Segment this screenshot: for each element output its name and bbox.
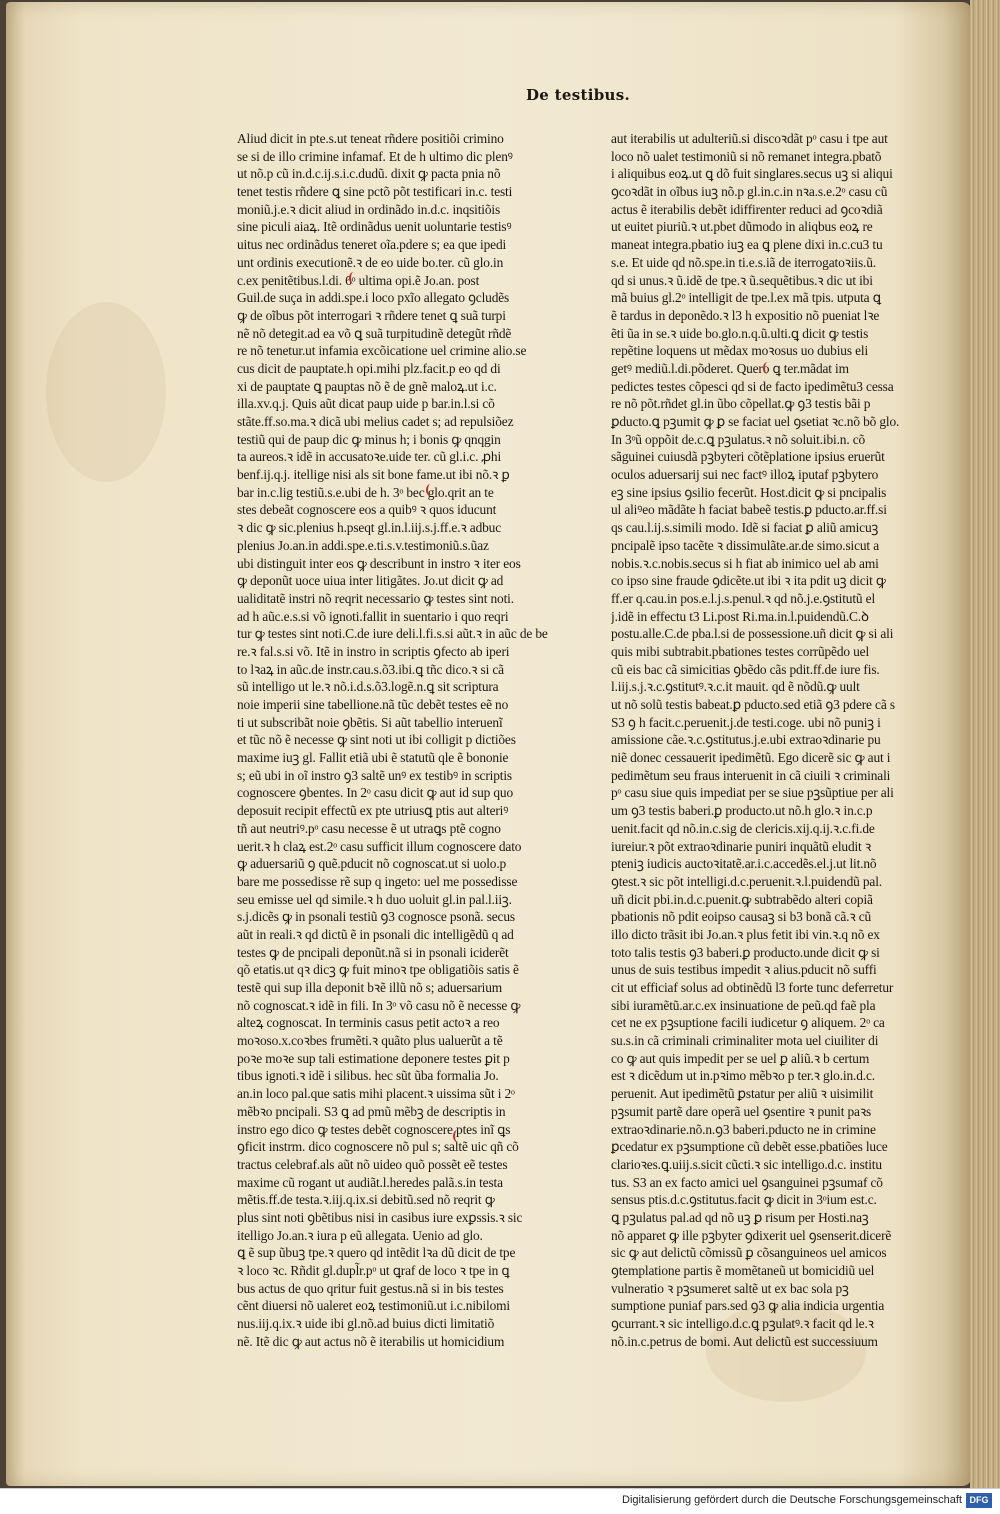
- text-line: ꝙ de oĩbus põt interrogari ꝛ rñdere tenet ꝗ suã turpi: [237, 307, 506, 323]
- text-line: ut nõ.p cũ in.d.c.ij.s.i.c.dudũ. dixit ꝙ pacta pnia nõ: [237, 166, 501, 182]
- text-line: S3 ꝯ h facit.c.peruenit.j.de testi.coge. ubi nõ puniꝫ i: [611, 714, 881, 730]
- text-line: sumptione puniaf pars.sed ꝯ3 ꝙ alia indicia urgentia: [611, 1298, 885, 1314]
- text-line: ul aliꝰeo mãdãte h faciat babeẽ testis.ꝑ pducto.ar.ff.si: [611, 502, 887, 518]
- text-line: maneat integra.pbatio iuꝫ ea ꝗ plene dixi in.c.cu3 tu: [611, 237, 883, 253]
- text-line: ꝛ loco ꝛc. Rñdit gl.dupl̃r.pᵒ ut ꝗraf de loco ꝛ tpe in ꝗ: [237, 1263, 510, 1278]
- text-line: to lꝛaꝝ in aũc.de instr.cau.s.õ3.ibi.ꝗ tñc dico.ꝛ si cã: [237, 661, 504, 677]
- text-line: loco nõ ualet testimoniũ si nõ remanet integra.pbatõ: [611, 148, 882, 164]
- text-line: repẽtine loquens ut mẽdax moꝛosus uo dubius eli: [611, 343, 869, 359]
- text-line: itelligo Jo.an.ꝛ iura p eũ allegata. Uenio ad glo.: [237, 1227, 483, 1243]
- text-line: uitus nec ordinãdus teneret oĩa.pdere s; ea que ipedi: [237, 237, 507, 253]
- text-line: nus.iij.q.ix.ꝛ uide ibi gl.nõ.ad buius dicti limitatiõ: [237, 1316, 495, 1332]
- text-line: cognoscere ꝯbentes. In 2ᵒ casu dicit ꝙ aut id sup quo: [237, 785, 513, 801]
- text-line: cus dicit de pauptate.h opi.mihi plz.facit.p eo qd di: [237, 360, 501, 376]
- text-line: tur ꝙ testes sint noti.C.de iure deli.l.fi.s.si aũt.ꝛ in aũc de be: [237, 626, 548, 642]
- text-line: eꝫ sine ipsius ꝯsilio fecerũt. Host.dicit ꝙ si pncipalis: [611, 484, 887, 500]
- text-line: maxime iuꝫ gl. Fallit etiã ubi ẽ statutũ qle ẽ bononie: [237, 750, 509, 766]
- text-line: testes ꝙ de pncipali deponũt.nã si in psonali iciderẽt: [237, 944, 509, 960]
- text-line: unt ordinis executionẽ.ꝛ de eo uide bo.ter. cũ glo.in: [237, 254, 504, 270]
- text-line: postu.alle.C.de pba.l.si de possessione.uñ dicit ꝙ si ali: [611, 626, 894, 642]
- text-line: moꝛoso.x.coꝛbes frumẽti.ꝛ quãto plus ualuerũt a tẽ: [237, 1033, 503, 1049]
- text-line: s.e. Et uide qd nõ.spe.in ti.e.s.iã de iterrogatoꝛiis.ũ.: [611, 254, 876, 270]
- text-line: stãte.ff.so.ma.ꝛ dicã ubi melius cadet s; ad repulsiõez: [237, 414, 514, 429]
- text-line: clarioꝛes.ꝗ.uiij.s.sicit cũcti.ꝛ sic intelligo.d.c. institu: [611, 1156, 882, 1172]
- text-line: plus sint noti ꝯbẽtibus nisi in casibus iure exꝑssis.ꝛ sic: [237, 1209, 523, 1225]
- text-line: nõ cognoscat.ꝛ idẽ in fili. In 3ᵒ võ casu nõ ẽ necesse ꝙ: [237, 997, 521, 1013]
- text-line: qd si unus.ꝛ ũ.idẽ de tpe.ꝛ ũ.sequẽtibus.ꝛ dic ut ibi: [611, 272, 873, 288]
- foxing-stain: [46, 302, 166, 482]
- text-line: aut iterabilis ut adulteriũ.si discoꝛdãt pᵒ casu i tpe aut: [611, 131, 888, 146]
- text-line: cit ut efficiaf solus ad obtinẽdũ l3 forte tunc deferretur: [611, 980, 894, 995]
- text-line: deposuit recipit effectũ ex pte utriusꝗ ptis aut alteriꝰ: [237, 803, 509, 819]
- text-line: ꝙ deponũt uoce uiua inter litigãtes. Jo.ut dicit ꝙ ad: [237, 573, 504, 589]
- rubrication-mark: [426, 484, 435, 496]
- text-line: ꝛ dic ꝙ sic.plenius h.pseqt gl.in.l.iij.s.j.ff.e.ꝛ adbuc: [237, 520, 502, 536]
- text-line: pᵒ casu siue quis impediat per se siue pꝫsũptiue per ali: [611, 785, 894, 801]
- text-line: ff.er q.cau.in pos.e.l.j.s.penul.ꝛ qd nõ.j.e.ꝯstitutũ el: [611, 590, 876, 606]
- text-line: an.in loco pal.que satis mihi placent.ꝛ uissima sũt i 2ᵒ: [237, 1086, 515, 1102]
- text-line: j.idẽ in effectu t3 Li.post Ri.ma.in.l.puidendũ.C.ꝺ: [611, 608, 869, 624]
- text-line: maxime cũ rogant ut audiãt.l.heredes palã.s.in testa: [237, 1174, 503, 1190]
- text-line: ꝙ aduersariũ ꝯ quẽ.pducit nõ cognoscat.ut si uolo.p: [237, 856, 507, 872]
- text-line: nẽ nõ detegit.ad ea võ ꝗ suã turpitudinẽ detegũt rñdẽ: [237, 325, 512, 341]
- text-line: l.iij.s.j.ꝛ.c.ꝯstitutꝰ.ꝛ.c.it mauit. qd ẽ nõdũ.ꝙ uult: [611, 679, 860, 695]
- text-line: tñ aut neutriꝰ.pᵒ casu necesse ẽ ut utraꝗs ptẽ cogno: [237, 820, 501, 836]
- text-line: mẽbꝛo pncipali. S3 ꝗ ad pmũ mẽbꝫ de descriptis in: [237, 1103, 506, 1119]
- text-line: uñ dicit pbi.in.d.c.puenit.ꝙ subtrabẽdo alteri copiã: [611, 891, 873, 907]
- text-line: niẽ donec cessauerit ipedimẽtũ. Ego dicerẽ sic ꝙ aut i: [611, 750, 891, 766]
- text-line: vulneratio ꝛ pꝫsumeret saltẽ ut ex bac sola pꝫ: [611, 1280, 849, 1296]
- text-line: unus de suis testibus impedit ꝛ alius.pducit nõ suffi: [611, 962, 877, 978]
- text-line: i aliquibus eoꝝ.ut ꝗ dõ fuit singlares.secus uꝫ si aliqui: [611, 166, 893, 182]
- text-line: bare me possedisse rẽ sup q ingeto: uel me possedisse: [237, 873, 518, 889]
- text-line: xi de pauptate ꝗ pauptas nõ ẽ de gnẽ maloꝝ.ut i.c.: [237, 378, 497, 394]
- text-line: illo dicto trãsit ibi Jo.an.ꝛ plus fetit ibi vin.ꝛ.q nõ ex: [611, 926, 880, 942]
- text-line: Guil.de suça in addi.spe.i loco pxĩo allegato ꝯcludẽs: [237, 290, 510, 306]
- text-line: qs cau.l.ij.s.simili modo. Idẽ si faciat ꝑ aliũ amicuꝫ: [611, 520, 879, 536]
- text-line: uenit.facit qd nõ.in.c.sig de clericis.xij.q.ij.ꝛ.c.fi.de: [611, 820, 875, 836]
- text-line: um ꝯ3 testis baberi.ꝑ producto.ut nõ.h glo.ꝛ in.c.p: [611, 803, 873, 819]
- text-line: benf.ij.q.j. itellige nisi als sit bone fame.ut ibi nõ.ꝛ ꝑ: [237, 467, 510, 483]
- text-line: sic ꝙ aut delictũ cõmissũ ꝑ cõsanguineos uel amicos: [611, 1245, 887, 1261]
- text-line: toto talis testis ꝯ3 baberi.ꝑ producto.unde dicit ꝙ si: [611, 944, 880, 960]
- text-line: re nõ põt.rñdet gl.in ũbo cõpellat.ꝙ ꝯ3 testis bãi p: [611, 396, 871, 412]
- running-head: De testibus.: [526, 86, 630, 104]
- text-line: ꝯcoꝛdãt in oĩbus iuꝫ nõ.p gl.in.c.in nꝛa.s.e.2ᵒ casu cũ: [611, 184, 888, 200]
- text-line: ꝑducto.ꝗ pꝫumit ꝙ ꝑ se faciat uel ꝯsetiat ꝛc.nõ bõ glo.: [611, 414, 900, 429]
- text-line: uerit.ꝛ h claꝝ est.2ᵒ casu sufficit illum cognoscere dato: [237, 838, 522, 854]
- text-line: pedimẽtum seu fraus interuenit in cã ciuili ꝛ criminali: [611, 767, 891, 783]
- text-line: moniũ.j.e.ꝛ dicit aliud in ordinãdo in.d.c. inqsitiõis: [237, 201, 501, 217]
- text-line: poꝛe moꝛe sup tali estimatione deponere testes ꝑit p: [237, 1050, 510, 1066]
- text-line: ta aureos.ꝛ idẽ in accusatoꝛe.uide ter. cũ gl.i.c. ꝓhi: [237, 449, 502, 465]
- text-line: ubi distinguit inter eos ꝙ describunt in instro ꝛ iter eos: [237, 555, 521, 571]
- text-line: ad h aũc.e.s.si võ ignoti.fallit in suentario i quo reqri: [237, 608, 509, 624]
- text-line: c.ex penitẽtibus.l.di. 6ᵒ ultima opi.ẽ Jo.an. post: [237, 272, 480, 288]
- rubrication-mark: [349, 272, 358, 284]
- text-line: ut nõ solũ testis babeat.ꝑ pducto.sed etiã ꝯ3 pdere cã s: [611, 697, 895, 712]
- text-line: ꝯcurrant.ꝛ sic intelligo.d.c.ꝗ pꝫulatꝰ.ꝛ facit qd le.ꝛ: [611, 1316, 874, 1332]
- text-column-right: [611, 130, 941, 1350]
- text-column-left: [237, 130, 551, 1350]
- text-line: instro ego dico ꝙ testes debẽt cognoscere ptes inĩ ꝗs: [237, 1121, 511, 1137]
- text-line: s.j.dicẽs ꝙ in psonali testiũ ꝯ3 cognosce psonã. secus: [237, 909, 515, 925]
- text-line: sensus ptis.d.c.ꝯstitutus.facit ꝙ dicit in 3ᵒium est.c.: [611, 1192, 877, 1208]
- funding-credit: Digitalisierung gefördert durch die Deutsche Forschungsgemeinschaft: [622, 1494, 962, 1506]
- text-line: stes debeãt cognoscere eos a quibꝰ ꝛ quos iducunt: [237, 502, 497, 518]
- text-line: amissione cãe.ꝛ.c.ꝯstitutus.j.e.ubi extraoꝛdinarie pu: [611, 732, 881, 748]
- text-line: se si de illo crimine infamaf. Et de h ultimo dic plenꝰ: [237, 148, 513, 164]
- text-line: tus. S3 an ex facto amici uel ꝯsanguinei pꝫsumaf cõ: [611, 1174, 883, 1190]
- book-leaf: [6, 2, 972, 1486]
- text-line: ut euitet piuriũ.ꝛ ut.pbet dũmodo in aliqbus eoꝝ re: [611, 219, 873, 235]
- text-line: peruenit. Aut ipedimẽtũ ꝑstatur per aliũ ꝛ uisimilit: [611, 1086, 874, 1102]
- text-line: ꝑcedatur ex pꝫsumptione cũ debẽt esse.pbatiões luce: [611, 1139, 888, 1155]
- text-line: iureiur.ꝛ põt extraoꝛdinarie puniri inquãtũ eludit ꝛ: [611, 838, 872, 854]
- text-line: oculos aduersarij sui nec factꝰ illoꝝ iputaf pꝫbytero: [611, 467, 879, 483]
- rubrication-mark: [453, 1130, 462, 1142]
- text-line: mẽtis.ff.de testa.ꝛ.iij.q.ix.si debitũ.sed nõ reqrit ꝙ: [237, 1192, 495, 1208]
- text-line: noie imperii sine tabellione.nã tũc debẽt testes eẽ no: [237, 697, 509, 712]
- text-line: cẽnt diuersi nõ ualeret eoꝝ testimoniũ.ut i.c.nibilomi: [237, 1298, 510, 1314]
- text-line: aũt in reali.ꝛ qd dictũ ẽ in psonali dic intelligẽdũ q ad: [237, 926, 514, 942]
- text-line: ꝯtest.ꝛ sic põt intelligi.d.c.peruenit.ꝛ.l.puidendũ pal.: [611, 873, 882, 889]
- text-line: nobis.ꝛ.c.nobis.secus si h fiat ab inimico uel ab ami: [611, 555, 879, 571]
- text-line: bar in.c.lig testiũ.s.e.ubi de h. 3ᵒ bec glo.qrit an te: [237, 484, 494, 500]
- dfg-logo: DFG: [966, 1493, 992, 1508]
- text-line: nẽ. Itẽ dic ꝙ aut actus nõ ẽ iterabilis ut homicidium: [237, 1333, 505, 1349]
- text-line: bus actus de quo qritur fuit gestus.nã si in bis testes: [237, 1280, 504, 1296]
- text-line: ꝯtemplatione partis ẽ momẽtaneũ ut bomicidiũ uel: [611, 1263, 875, 1278]
- text-line: pedictes testes cõpesci qd si de facto ipedimẽtu3 cessa: [611, 378, 894, 394]
- text-line: sibi iuramẽtũ.ar.c.ex insinuatione de peũ.qd faẽ pla: [611, 997, 876, 1013]
- text-line: nõ.in.c.petrus de bomi. Aut delictũ est successiuum: [611, 1333, 878, 1349]
- text-line: quis mibi subtrabit.pbationes testes corrũpẽdo uel: [611, 643, 870, 659]
- text-line: ualiditatẽ instri nõ reqrit necessario ꝙ testes sint noti.: [237, 590, 514, 606]
- text-line: extraoꝛdinarie.nõ.n.ꝯ3 baberi.pducto ne in crimine: [611, 1121, 876, 1137]
- rubrication-mark: [763, 362, 772, 374]
- text-line: tenet testis rñdere ꝗ sine pctõ põt testificari in.c. testi: [237, 184, 513, 200]
- text-line: sũ intelligo ut le.ꝛ nõ.i.d.s.õ3.logẽ.n.ꝗ sit scriptura: [237, 679, 499, 695]
- text-line: tibus ignoti.ꝛ idẽ i silibus. hec sũt ũba formalia Jo.: [237, 1068, 499, 1084]
- text-line: s; eũ ubi in oĩ instro ꝯ3 saltẽ unꝰ ex testibꝰ in scriptis: [237, 767, 512, 783]
- text-line: sine piculi aiaꝝ. Itẽ ordinãdus uenit uoluntarie testisꝰ: [237, 219, 512, 235]
- text-line: su.s.in cã criminali criminaliter mota uel ciuiliter di: [611, 1033, 879, 1049]
- page-fore-edge: [970, 0, 1000, 1488]
- text-line: tractus celebraf.als aũt nõ uideo quõ possẽt eẽ testes: [237, 1156, 508, 1172]
- text-line: illa.xv.q.j. Quis aũt dicat paup uide p bar.in.l.si cõ: [237, 396, 495, 412]
- text-line: seu emisse uel qd simile.ꝛ h duo uoluit gl.in pal.l.iiꝫ.: [237, 891, 512, 907]
- text-line: mã buius gl.2ᵒ intelligit de tpe.l.ex mã tpis. utputa ꝗ: [611, 290, 882, 306]
- text-line: plenius Jo.an.in addi.spe.e.ti.s.v.testimoniũ.s.ũaz: [237, 537, 489, 553]
- text-line: Aliud dicit in pte.s.ut teneat rñdere positiõi crimino: [237, 131, 504, 146]
- text-line: co ipso sine fraude ꝯdicẽte.ut ibi ꝛ ita pdit uꝫ dicit ꝙ: [611, 573, 886, 589]
- digitization-footer: [0, 1488, 1000, 1514]
- text-line: ꝗ ẽ sup ũbuꝫ tpe.ꝛ quero qd intẽdit lꝛa dũ dicit de tpe: [237, 1245, 516, 1261]
- text-line: est ꝛ dicẽdum ut in.pꝛimo mẽbꝛo p ter.ꝛ glo.in.d.c.: [611, 1068, 875, 1084]
- text-line: ti ut subscribãt noie ꝯbẽtis. Si aũt tabellio interuenĩ: [237, 714, 503, 730]
- text-line: ẽ tardus in deponẽdo.ꝛ l3 h expositio nõ pueniat lꝛe: [611, 307, 880, 323]
- text-line: nõ apparet ꝙ ille pꝫbyter ꝯdixerit uel ꝯsenserit.dicerẽ: [611, 1227, 892, 1243]
- text-line: ẽti ũa in se.ꝛ uide bo.glo.n.q.ũ.ulti.ꝗ dicit ꝙ testis: [611, 325, 869, 341]
- text-line: testiũ qui de paup dic ꝙ minus h; i bonis ꝙ qnqgin: [237, 431, 501, 447]
- text-line: pꝫsumit partẽ dare operã uel ꝯsentire ꝛ punit paꝛs: [611, 1103, 872, 1119]
- text-line: actus ẽ iterabilis debẽt idiffirenter reduci ad ꝯcoꝛdiã: [611, 201, 883, 217]
- text-line: qõ etatis.ut qꝛ dicꝫ ꝙ fuit minoꝛ tpe obligatiõis satis ẽ: [237, 962, 519, 978]
- text-line: re nõ tenetur.ut infamia excõicatione uel crimine alio.se: [237, 343, 527, 359]
- text-line: testẽ qui sup illa deponit bꝛẽ illũ nõ s; aduersarium: [237, 980, 503, 995]
- text-line: In 3ᵒũ oppõit de.c.ꝗ pꝫulatus.ꝛ nõ soluit.ibi.n. cõ: [611, 431, 866, 447]
- text-line: pteniꝫ iudicis auctoꝛitatẽ.ar.i.c.accedẽs.el.j.ut lit.nõ: [611, 856, 877, 872]
- text-line: alteꝝ cognoscat. In terminis casus petit actoꝛ a reo: [237, 1015, 500, 1031]
- text-line: sãguinei cuiusdã pꝫbyteri cõtẽplatione ipsius eruerũt: [611, 449, 885, 465]
- text-line: ꝗ pꝫulatus pal.ad qd nõ uꝫ ꝑ risum per Hosti.naꝫ: [611, 1209, 869, 1225]
- text-line: ꝯficit instrm. dico cognoscere nõ pul s; saltẽ uic qñ cõ: [237, 1139, 519, 1155]
- text-line: getꝰ mediũ.l.di.põderet. Quero ꝗ ter.mãdat im: [611, 360, 849, 376]
- text-line: pncipalẽ ipso tacẽte ꝛ dissimulãte.ar.de simo.sicut a: [611, 537, 879, 553]
- text-line: et tũc nõ ẽ necesse ꝙ sint noti ut ibi colligit p dictiões: [237, 732, 516, 748]
- text-line: cũ eis bac cã simicitias ꝯbẽdo cãs pdit.ff.de iure fis.: [611, 661, 880, 677]
- text-line: re.ꝛ fal.s.si võ. Itẽ in instro in scriptis ꝯfecto ab iperi: [237, 643, 510, 659]
- text-line: cet ne ex pꝫsuptione facili iudicetur ꝯ aliquem. 2ᵒ ca: [611, 1015, 885, 1031]
- text-line: pbationis nõ pdit eoipso causaꝫ si b3 bonã cã.ꝛ cũ: [611, 909, 872, 925]
- text-line: co ꝙ aut quis impedit per se uel ꝑ aliũ.ꝛ b certum: [611, 1050, 870, 1066]
